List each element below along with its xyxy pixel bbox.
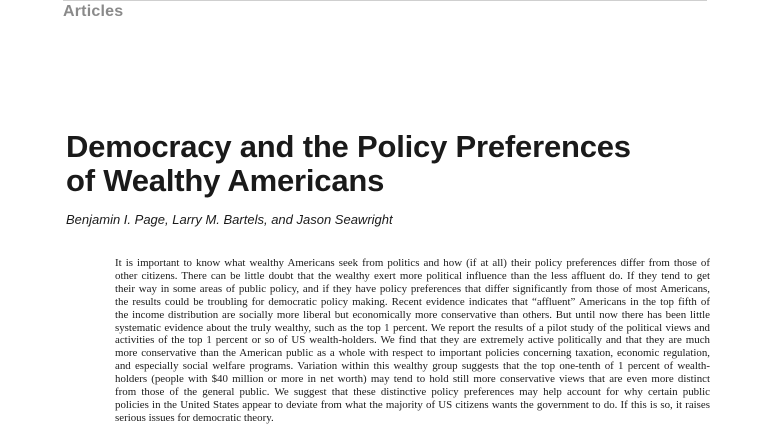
abstract bbox=[115, 257, 710, 425]
abstract-line: systematic evidence about the truly wealthy, such as the top 1 percent. We report the results of a pilot study of the political views and bbox=[115, 321, 710, 334]
abstract-line: the results could be troubling for democratic policy making. Recent evidence indicates that “affluent” Americans in the top fifth of bbox=[115, 295, 710, 308]
abstract-line: other citizens. There can be little doubt that the wealthy exert more political influence than the less affluent do. If they tend to get bbox=[115, 269, 710, 282]
abstract-line: It is important to know what wealthy Americans seek from politics and how (if at all) their policy preferences differ from those of bbox=[115, 257, 710, 269]
abstract-line: activities of the top 1 percent or so of US wealth-holders. We find that they are extremely active politically and that they are much bbox=[115, 334, 710, 347]
section-divider bbox=[63, 0, 707, 1]
abstract-line: the income distribution are socially more liberal but economically more conservative than others. But until now there has been little bbox=[115, 308, 710, 321]
article-title bbox=[66, 130, 746, 198]
article-title-line: of Wealthy Americans bbox=[66, 163, 385, 198]
abstract-line: their way in some areas of public policy, and if they have policy preferences that differ significantly from those of most Americans, bbox=[115, 282, 710, 295]
article-title-line: Democracy and the Policy Preferences bbox=[66, 129, 631, 164]
abstract-line: serious issues for democratic theory. bbox=[115, 411, 274, 424]
section-label: Articles bbox=[63, 3, 124, 20]
article-authors: Benjamin I. Page, Larry M. Bartels, and Jason Seawright bbox=[66, 212, 393, 227]
abstract-line: policies in the United States appear to deviate from what the majority of US citizens wants the government to do. If this is so, it raises bbox=[115, 398, 710, 411]
abstract-line: and especially social welfare programs. Variation within this wealthy group suggests that the top one-tenth of 1 percent of wealth- bbox=[115, 360, 710, 373]
abstract-line: more conservative than the American public as a whole with respect to important policies concerning taxation, economic regulation, bbox=[115, 347, 710, 360]
abstract-line: from those of the general public. We suggest that these distinctive policy preferences may help account for why certain public bbox=[115, 386, 710, 399]
abstract-line: holders (people with $40 million or more in net worth) may tend to hold still more conservative views that are even more distinct bbox=[115, 373, 710, 386]
